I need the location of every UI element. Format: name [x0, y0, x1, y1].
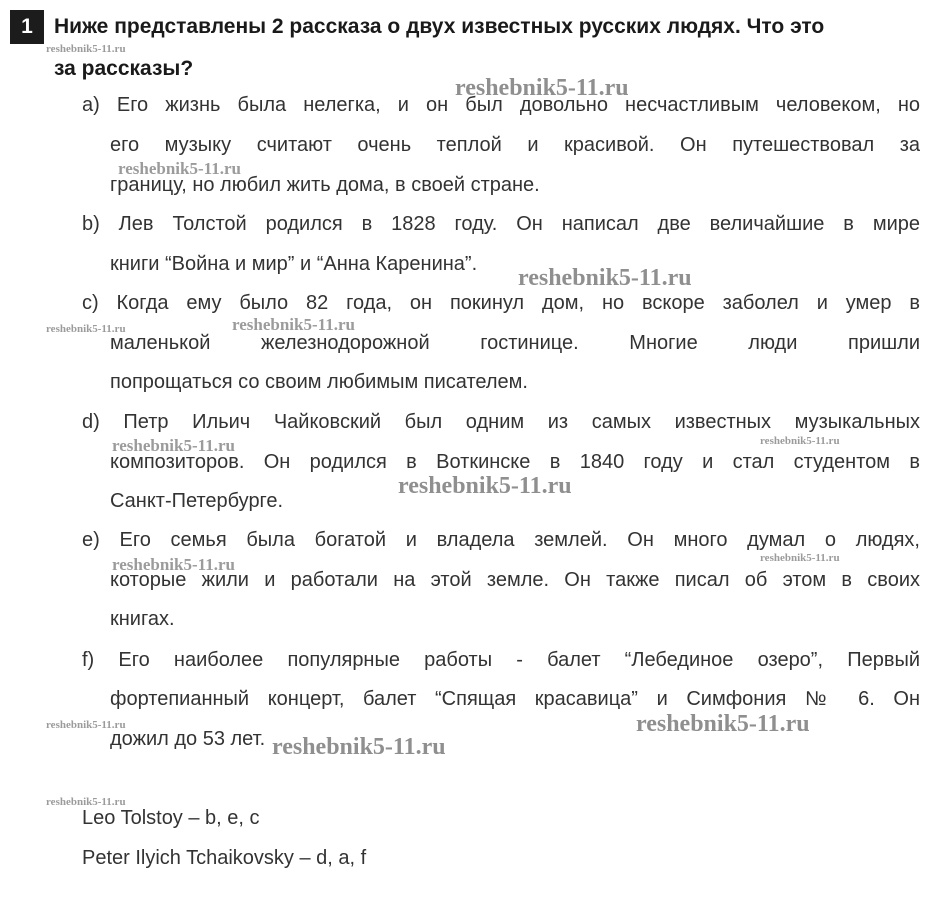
story-c-line-1: c) Когда ему было 82 года, он покинул дом, но вскоре заболел и умер в	[82, 292, 920, 314]
watermark: reshebnik5-11.ru	[636, 711, 810, 737]
story-a-line-2: его музыку считают очень теплой и красивой. Он путешествовал за	[110, 134, 920, 156]
question-line-2: за рассказы?	[54, 57, 194, 80]
story-d-line-3: Санкт-Петербурге.	[110, 490, 284, 512]
story-f-line-1: f) Его наиболее популярные работы - балет “Лебединое озеро”, Первый	[82, 649, 920, 671]
story-f-line-3: дожил до 53 лет.	[110, 728, 266, 750]
watermark: reshebnik5-11.ru	[760, 435, 840, 447]
story-c-line-2: маленькой железнодорожной гостинице. Многие люди пришли	[110, 332, 920, 354]
story-a-line-3: границу, но любил жить дома, в своей стране.	[110, 174, 540, 196]
watermark: reshebnik5-11.ru	[272, 734, 446, 760]
story-d-line-1: d) Петр Ильич Чайковский был одним из самых известных музыкальных	[82, 411, 920, 433]
watermark: reshebnik5-11.ru	[760, 552, 840, 564]
watermark: reshebnik5-11.ru	[46, 719, 126, 731]
story-e-line-2: которые жили и работали на этой земле. Он также писал об этом в своих	[110, 569, 920, 591]
story-f-line-2: фортепианный концерт, балет “Спящая красавица” и Симфония № 6. Он	[110, 688, 920, 710]
watermark: reshebnik5-11.ru	[118, 159, 241, 178]
watermark: reshebnik5-11.ru	[46, 323, 126, 335]
watermark: reshebnik5-11.ru	[455, 75, 629, 101]
story-a-line-1: a) Его жизнь была нелегка, и он был довольно несчастливым человеком, но	[82, 94, 920, 116]
question-line-1: Ниже представлены 2 рассказа о двух известных русских людях. Что это	[54, 15, 825, 38]
answer-tolstoy: Leo Tolstoy – b, e, c	[82, 807, 260, 829]
watermark: reshebnik5-11.ru	[518, 265, 692, 291]
watermark: reshebnik5-11.ru	[112, 555, 235, 574]
story-b-line-1: b) Лев Толстой родился в 1828 году. Он написал две величайшие в мире	[82, 213, 920, 235]
exercise-number-badge: 1	[10, 10, 44, 44]
watermark: reshebnik5-11.ru	[232, 315, 355, 334]
watermark: reshebnik5-11.ru	[46, 796, 126, 808]
story-e-line-1: e) Его семья была богатой и владела землей. Он много думал о людях,	[82, 529, 920, 551]
watermark: reshebnik5-11.ru	[398, 473, 572, 499]
watermark: reshebnik5-11.ru	[46, 43, 126, 55]
story-d-line-2: композиторов. Он родился в Воткинске в 1840 году и стал студентом в	[110, 451, 920, 473]
answer-tchaikovsky: Peter Ilyich Tchaikovsky – d, a, f	[82, 847, 367, 869]
story-b-line-2: книги “Война и мир” и “Анна Каренина”.	[110, 253, 478, 275]
story-e-line-3: книгах.	[110, 608, 175, 630]
story-c-line-3: попрощаться со своим любимым писателем.	[110, 371, 528, 393]
watermark: reshebnik5-11.ru	[112, 436, 235, 455]
